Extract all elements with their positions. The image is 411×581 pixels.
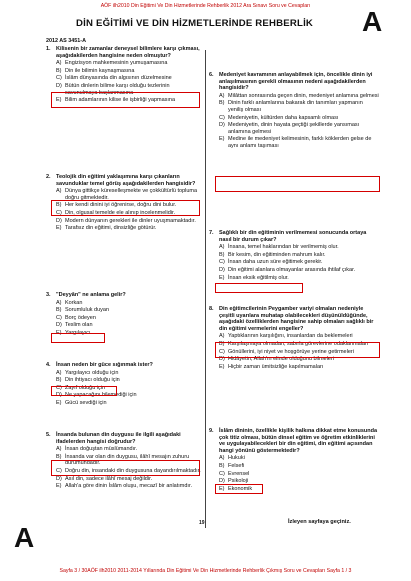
option-c: C) Borç ödeyen (56, 314, 96, 321)
option-c: C) Gönüllerini, iyi niyet ve hoşgörüye yerine getirmeleri (219, 348, 354, 355)
option-a: A) Yaptıklarının karşılığını, insanlardan da beklemeleri (219, 333, 353, 340)
question-7: 7. Sağlıklı bir din eğitiminin verilmemesi sonucunda ortaya nasıl bir durum çıkar? A) İnsana, temel haklarından bir verilmemiş olur. B) Bir kesim, din eğitiminden mahrum kalır. C) İnsan daha uzun süre eğitimek gerekir. D) Din eğitimi alanlara olmayanlar arasında ihtilaf çıkar. E) İnsan eksik eğitilmiş olur. (209, 230, 379, 281)
option-d: D) Hidâyetin, Allah'ın elinde olduğunu bilmeleri (219, 356, 334, 363)
option-e: E) Allah'a göre dinin İslâm oluşu, mecazî bir anlatımdır. (56, 483, 192, 490)
question-9: 9. İslâm dininin, özellikle kişilik halkına dikkat etme konusunda çok titiz olması, bütün dinsel eğitim ve öğretim etkinliklerini ve uygulayabilecekleri bir din eğitimi, din eğitimi açısından hangi yönünü göstermektedir? A) Hukuki B) Felsefi C) Evrensel D) Psikoloji E) Ekonomik (209, 428, 378, 492)
option-b: B) Bir kesim, din eğitiminden mahrum kalır. (219, 251, 326, 258)
option-a: A) Milâttan sonrasında geçen dinin, medeniyet anlamına gelmesi (219, 92, 379, 99)
option-e: E) Yargılayıcı (56, 329, 91, 336)
option-d: D) Psikoloji (219, 478, 249, 485)
option-b: B) Karşılaşmaya olmadan, sabırla görevlerine odaklanmaları (219, 340, 369, 347)
option-e: E) Tarafsız din eğitimi, dinsizliğe götürür. (56, 225, 157, 232)
option-d: D) Din eğitimi alanlara olmayanlar arasında ihtilaf çıkar. (219, 266, 356, 273)
question-4: 4. İnsan neden bir güce sığınmak ister? A) Yargılayıcı olduğu için B) Din ihtiyacı olduğu için C) Zayıf olduğu için D) Ne yapacağını bilemediği için E) Gücü sevdiği için (46, 362, 201, 407)
next-page-note: İzleyen sayfaya geçiniz. (288, 519, 351, 525)
option-e: E) Gücü sevdiği için (56, 399, 107, 406)
option-d: D) Modern dünyanın gerekleri ile dinler uyuşmamaktadır. (56, 217, 196, 224)
option-c: C) İnsan daha uzun süre eğitimek gerekir. (219, 259, 323, 266)
option-b: B) Dinin farklı anlamlarına bakarak din tanımları yapmanın yeniliş olması (219, 100, 363, 113)
option-a: A) İnsana, temel haklarından bir verilmemiş olur. (219, 244, 339, 251)
question-number: 1. (46, 46, 51, 52)
answer-highlight-q7 (215, 283, 303, 293)
answer-highlight-q5 (51, 460, 200, 476)
option-d: D) Ne yapacağını bilemediği için (56, 392, 137, 399)
option-e: E) Ekonomik (219, 485, 253, 492)
answer-highlight-q9 (215, 484, 263, 494)
option-b: B) Din ile bilimin kaynaşmasına (56, 67, 135, 74)
question-5: 5. İnsanda bulunan din duygusu ile ilgili aşağıdaki ifadelerden hangisi doğrudur? A) İnsan doğuştan müslümandır. B) İnsanda var olan din duygusu, ilâhî mesajın zuhuru durumundadır. C) Doğru din, insandaki din duygusuna dayandırılmaktadır. D) Asıl din, sadece ilâhî mesaj değildir. E) Allah'a göre dinin İslâm oluşu, mecazî bir anlatımdır. (46, 432, 201, 490)
option-d: D) Medeniyetin, dinin hayata geçtiği şekillerde yansıması anlamına gelmesi (219, 122, 360, 135)
answer-highlight-q3 (51, 333, 105, 343)
option-a: A) Korkan (56, 299, 83, 306)
option-c: C) İslâm dünyasında din algısının düzelmesine (56, 75, 172, 82)
option-a: A) Engizisyon mahkemesinin yumuşamasına (56, 60, 168, 67)
option-d: D) Teslim olan (56, 322, 93, 329)
option-d: D) Bütün dinlerin bilime karşı olduğu tezlerinin savunulmaya başlanmasına (56, 82, 170, 96)
question-6: 6. Medeniyet kavramının anlayabilmek için, öncelikle dinin iyi anlaşılmasının gerekli olmasının nedeni aşağıdakilerden hangisidir? A) Milâttan sonrasında geçen dinin, medeniyet anlamına gelmesi B) Dinin farklı anlamlarına bakarak din tanımları yapmanın yeniliş olması C) Medeniyetin, kültürden daha kapsamlı olması D) Medeniyetin, dinin hayata geçtiği şekillerde yansıması anlamına gelmesi E) Medine ile medeniyet kelimesinin, farklı köklerden gelse de aynı anlamı taşıması (209, 72, 379, 149)
option-b: B) Sorumluluk duyan (56, 307, 110, 314)
option-e: E) Hiçbir zaman ümitsizliğe kapılmamaları (219, 363, 324, 370)
question-3: 3. "Deyyân" ne anlama gelir? A) Korkan B) Sorumluluk duyan C) Borç ödeyen D) Teslim olan E) Yargılayıcı (46, 292, 201, 337)
option-a: A) İnsan doğuştan müslümandır. (56, 446, 138, 453)
column-divider (205, 50, 206, 528)
answer-highlight-q6 (215, 176, 380, 192)
option-a: A) Hukuki (219, 455, 245, 462)
option-b: B) İnsanda var olan din duygusu, ilâhî mesajın zuhuru durumundadır. (56, 453, 190, 467)
option-c: C) Din, olgusal temelde ele alınıp incelenmelidir. (56, 209, 176, 216)
booklet-letter-top: A (362, 6, 383, 37)
option-d: D) Asıl din, sadece ilâhî mesaj değildir. (56, 475, 153, 482)
option-c: C) Evrensel (219, 470, 250, 477)
sheet-code: 2012 AS 3451-A (46, 38, 86, 44)
option-a: A) Dünya gittikçe küreselleşmekte ve çokkültürlü topluma doğru gitmektedir. (56, 188, 198, 201)
option-e: E) Bilim adamlarının kilise ile işbirliği yapmasına (56, 97, 176, 104)
option-e: E) İnsan eksik eğitilmiş olur. (219, 274, 289, 281)
answer-highlight-q1 (51, 92, 200, 108)
question-8: 8. Din eğitimcilerinin Peygamber variyi olmaları nedeniyle çeşitli uyarılara muhatap olabilecekleri düşünüldüğünde, aşağıdaki özelliklerden hangisine sahip olmaları sağlıklı bir din eğitimi vermelerini engeller? A) Yaptıklarının karşılığını, insanlardan da beklemeleri B) Karşılaşmaya olmadan, sabırla görevlerine odaklanmaları C) Gönüllerini, iyi niyet ve hoşgörüye yerine getirmeleri D) Hidâyetin, Allah'ın elinde olduğunu bilmeleri E) Hiçbir zaman ümitsizliğe kapılmamaları (209, 306, 379, 370)
answer-highlight-q4 (51, 386, 117, 396)
document-title: DİN EĞİTİMİ VE DİN HİZMETLERİNDE REHBERLİK (76, 18, 314, 29)
question-2: 2. Teolojik din eğitimi yaklaşımına karşı çıkanların savunduklar temel görüş aşağıdakilerden hangisidir? A) Dünya gittikçe küreselleşmekte ve çokkültürlü topluma doğru gitmektedir. B) Her kendi dinini iyi öğrenirse, doğru dini bulur. C) Din, olgusal temelde ele alınıp incelenmelidir. D) Modern dünyanın gerekleri ile dinler uyuşmamaktadır. E) Tarafsız din eğitimi, dinsizliğe götürür. (46, 174, 201, 232)
answer-highlight-q2 (51, 200, 200, 216)
option-b: B) Her kendi dinini iyi öğrenirse, doğru dini bulur. (56, 202, 177, 209)
booklet-letter-bottom: A (14, 522, 35, 553)
option-b: B) Din ihtiyacı olduğu için (56, 377, 120, 384)
bottom-bar: Sayfa 3 / 30AÖF ilh2010 2011-2014 Yıllarında Din Eğitimi Ve Din Hizmetlerinde Rehberlik Çıkmış Soru ve Cevapları Sayfa 1 / 3 (59, 568, 352, 574)
option-a: A) Yargılayıcı olduğu için (56, 369, 119, 376)
option-c: C) Medeniyetin, kültürden daha kapsamlı olması (219, 114, 339, 121)
question-stem: Kilisenin bir zamanlar deneysel bilimlere karşı çıkması, aşağıdakilerden hangisine neden olmuştur? (56, 46, 200, 59)
option-c: C) Zayıf olduğu için (56, 384, 106, 391)
option-e: E) Medine ile medeniyet kelimesinin, farklı köklerden gelse de aynı anlamı taşıması (219, 136, 372, 149)
option-c: C) Doğru din, insandaki din duygusuna dayandırılmaktadır. (56, 467, 201, 474)
page-number: 19 (199, 520, 205, 526)
option-b: B) Felsefi (219, 462, 245, 469)
header-bar: AÖF ilh2010 Din Eğitimi Ve Din Hizmetlerinde Rehberlik 2012 Ara Sınavı Soru ve Cevapları (100, 3, 311, 9)
answer-highlight-q8 (215, 342, 380, 358)
